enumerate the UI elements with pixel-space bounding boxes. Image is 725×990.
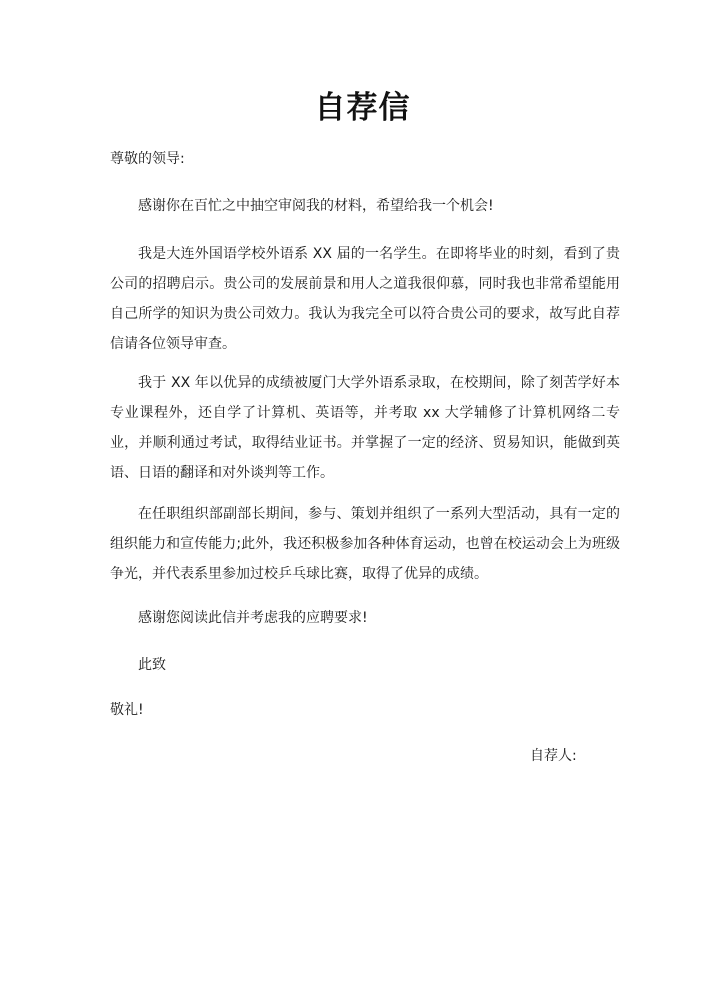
closing-regards: 敬礼! <box>110 702 144 718</box>
salutation: 尊敬的领导: <box>110 151 185 167</box>
paragraph-experience: 在任职组织部副部长期间，参与、策划并组织了一系列大型活动，具有一定的组织能力和宣传能力;此外，我还积极参加各种体育运动，也曾在校运动会上为班级争光，并代表系里参加过校乒乓球比赛，取得了优异的成绩。 <box>110 506 620 582</box>
signature-label: 自荐人: <box>530 748 577 764</box>
paragraph-closing-thanks: 感谢您阅读此信并考虑我的应聘要求! <box>138 610 368 626</box>
paragraph-cizhi: 此致 <box>138 657 166 673</box>
paragraph-introduction: 我是大连外国语学校外语系 XX 届的一名学生。在即将毕业的时刻，看到了贵公司的招聘启示。贵公司的发展前景和用人之道我很仰慕，同时我也非常希望能用自己所学的知识为贵公司效力。我认为我完全可以符合贵公司的要求，故写此自荐信请各位领导审查。 <box>110 246 620 352</box>
page-title: 自荐信 <box>314 90 411 126</box>
paragraph-thanks: 感谢你在百忙之中抽空审阅我的材料，希望给我一个机会! <box>138 198 494 214</box>
paragraph-education: 我于 XX 年以优异的成绩被厦门大学外语系录取，在校期间，除了刻苦学好本专业课程外，还自学了计算机、英语等，并考取 xx 大学辅修了计算机网络二专业，并顺利通过考试，取得结业证书。并掌握了一定的经济、贸易知识，能做到英语、日语的翻译和对外谈判等工作。 <box>110 375 620 481</box>
